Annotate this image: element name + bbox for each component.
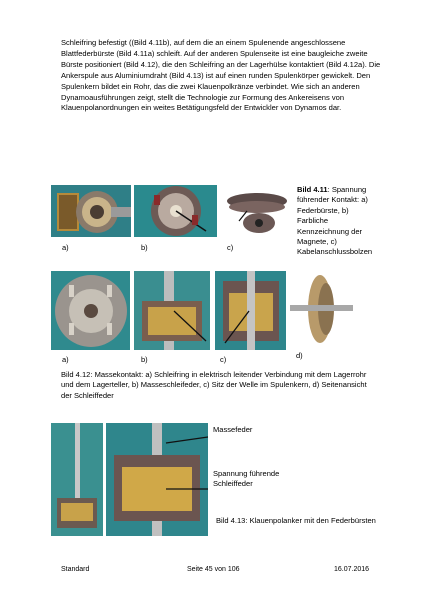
footer-page-number: Seite 45 von 106: [187, 566, 240, 573]
body-paragraph: Schleifring befestigt ((Bild 4.11b), auf dem die an einem Spulenende angeschlossene Blattfederbürste (Bild 4.11a) schleift. Auf der anderen Spulenseite ist eine baugleiche zweite Bürste positioniert (Bild 4.12), die den Schleifring an der Lagerhülse kontaktiert (Bild 4.12a). Die Ankerspule aus Aluminiumdraht (Bild 4.13) ist auf einen runden Spulenkörper gewickelt. Den Spulenkern bildet ein Rohr, das die zwei Klauenpolkränze verbindet. Wie sich an anderen Dynamoausführungen zeigt, stellt die Technologie zur Formung des Ankereisens von Klauenpolanordnungen ein weites Betätigungsfeld der Entwickler von Dynamos dar.: [61, 38, 381, 113]
photo-4-13-right-armature: [106, 423, 208, 536]
figure-4-12-caption: Bild 4.12: Massekontakt: a) Schleifring in elektrisch leitender Verbindung mit dem Lagerrohr und dem Lagerteller, b) Masseschleifeder, c) Sitz der Welle im Spulenkern, d) Seitenansicht der Schleiffeder: [61, 370, 367, 400]
photo-4-11b-magnet-marking: [134, 185, 217, 237]
photo-4-13-left-armature: [51, 423, 103, 536]
figure-4-11-caption: Bild 4.11: Spannung führender Kontakt: a) Federbürste, b) Farbliche Kennzeichnung der Magnete, c) Kabelanschlussbolzen: [297, 185, 373, 257]
photo-4-12a-slip-ring: [51, 271, 130, 350]
figure-4-11-label-c: c): [227, 243, 234, 252]
figure-4-13-caption: Bild 4.13: Klauenpolanker mit den Federbürsten: [216, 516, 376, 525]
figure-4-12-label-a: a): [62, 355, 69, 364]
figure-4-12-label-b: b): [141, 355, 148, 364]
figure-4-11-label-b: b): [141, 243, 148, 252]
figure-4-13-annotation-live-spring: Spannung führende Schleiffeder: [213, 469, 280, 489]
photo-4-11c-cable-bolt: [221, 185, 293, 237]
figure-4-12-label-d: d): [296, 351, 303, 360]
photo-4-12b-ground-spring: [134, 271, 210, 350]
photo-4-11a-spring-brush: [51, 185, 131, 237]
figure-4-12-label-c: c): [220, 355, 227, 364]
photo-4-12d-spring-side-view: [290, 271, 353, 350]
footer-left: Standard: [61, 566, 90, 573]
footer-date: 16.07.2016: [334, 566, 370, 573]
photo-4-12c-shaft-seat: [215, 271, 286, 350]
figure-4-11-label-a: a): [62, 243, 69, 252]
figure-4-13-annotation-ground-spring: Massefeder: [213, 425, 253, 434]
